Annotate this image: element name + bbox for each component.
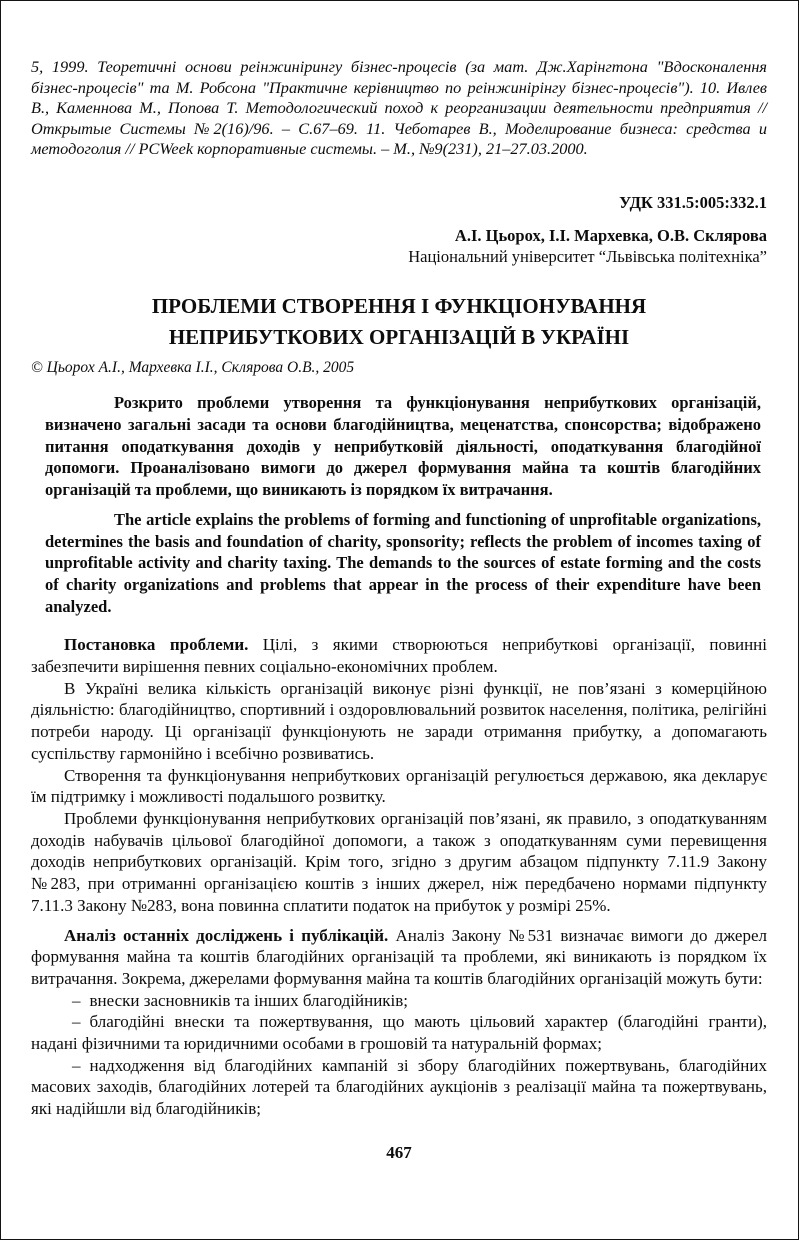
article-title-line-1: ПРОБЛЕМИ СТВОРЕННЯ І ФУНКЦІОНУВАННЯ: [151, 294, 647, 319]
abstract-ukrainian: Розкрито проблеми утворення та функціонування неприбуткових організацій, визначено загальні засади та основи благодійництва, меценатства, спонсорства; відображено питання оподаткування доходів у неприбутковій діяльності, оподаткування благодійної допомоги. Проаналізовано вимоги до джерел формування майна та коштів благодійних організацій та проблеми, що виникають із порядком їх витрачання.: [45, 393, 761, 500]
list-item: [31, 990, 767, 1012]
body-paragraph: Створення та функціонування неприбуткових організацій регулюється державою, яка декларує їм підтримку і можливості подальшого розвитку.: [31, 765, 767, 807]
article-title-line-2: НЕПРИБУТКОВИХ ОРГАНІЗАЦІЙ В УКРАЇНІ: [168, 325, 630, 350]
paragraph-analysis: [31, 925, 767, 990]
paragraph-problem-statement: [31, 634, 767, 677]
list-item-text: внески засновників та інших благодійників;: [89, 990, 409, 1010]
authors-line: А.І. Цьорох, І.І. Мархевка, О.В. Склярова: [454, 226, 767, 246]
dash-marker: –: [72, 990, 81, 1010]
section-lead-analysis: Аналіз останніх досліджень і публікацій.: [64, 925, 389, 945]
abstract-english: The article explains the problems of forming and functioning of unprofitable organizations, determines the basis and foundation of charity, sponsority; reflects the problem of incomes taxing of unprofitable activity and charity taxing. The demands to the sources of estate forming and the costs of charity organizations and problems that appear in the process of their expenditure have been analyzed.: [45, 509, 761, 616]
references-continuation: 5, 1999. Теоретичні основи реінжинірингу бізнес-процесів (за мат. Дж.Харінгтона "Вдосконалення бізнес-процесів" та М. Робсона "Практичне керівництво по реінжинірінгу бізнес-процесів"). 10. Ивлев В., Каменнова М., Попова Т. Методологический поход к реорганизации деятельности предприятия // Открытые Системы №2(16)/96. – С.67–69. 11. Чеботарев В., Моделирование бизнеса: средства и методоголия // PCWeek корпоративные системы. – М., №9(231), 21–27.03.2000.: [31, 57, 767, 158]
list-item: [31, 1055, 767, 1120]
section-lead-problem-statement: Постановка проблеми.: [64, 635, 249, 655]
page-number: 467: [386, 1142, 412, 1162]
paragraph-analysis-text: Аналіз Закону №531 визначає вимоги до джерел формування майна та коштів благодійних організацій та проблеми, які виникають із порядком їх витрачання. Зокрема, джерелами формування майна та коштів благодійних організацій можуть бути:: [31, 925, 767, 988]
body-paragraph: В Україні велика кількість організацій виконує різні функції, не пов’язані з комерційною діяльністю: благодійництво, спортивний і оздоровлювальний розвиток населення, політика, релігійні потреби народу. Ці організації функціонують не заради отримання прибутку, а допомагають суспільству гармонійно і всебічно розвиватись.: [31, 678, 767, 763]
body-paragraph: Проблеми функціонування неприбуткових організацій пов’язані, як правило, з оподаткуванням доходів набувачів цільової благодійної допомоги, а також з оподаткуванням суми перевищення доходів неприбуткових організацій. Крім того, згідно з другим абзацом підпункту 7.11.9 Закону №283, при отриманні організацією коштів з інших джерел, ніж передбачено нормами підпункту 7.11.3 Закону №283, вона повинна сплатити податок на прибуток у розмірі 25%.: [31, 808, 767, 915]
list-item-text: надходження від благодійних кампаній зі збору благодійних пожертвувань, благодійних масових заходів, благодійних лотерей та благодійних аукціонів з реалізації майна та пожертвувань, які надійшли від благодійників;: [31, 1055, 767, 1119]
dash-marker: –: [72, 1012, 81, 1032]
list-item-text: благодійні внески та пожертвування, що мають цільовий характер (благодійні гранти), надані фізичними та юридичними особами в грошовій та натуральній формах;: [31, 1012, 767, 1054]
paragraph-problem-statement-text: Цілі, з якими створюються неприбуткові організації, повинні забезпечити вирішення певних соціально-економічних проблем.: [31, 635, 768, 677]
article-body: [31, 634, 767, 1119]
list-item: [31, 1011, 767, 1054]
article-title: [31, 291, 767, 353]
affiliation-line: Національний університет “Львівська політехніка”: [408, 247, 767, 267]
udc-number: УДК 331.5:005:332.1: [619, 193, 767, 213]
copyright-line: © Цьорох А.І., Мархевка І.І., Склярова О.В., 2005: [31, 359, 355, 377]
dash-marker: –: [72, 1055, 81, 1075]
